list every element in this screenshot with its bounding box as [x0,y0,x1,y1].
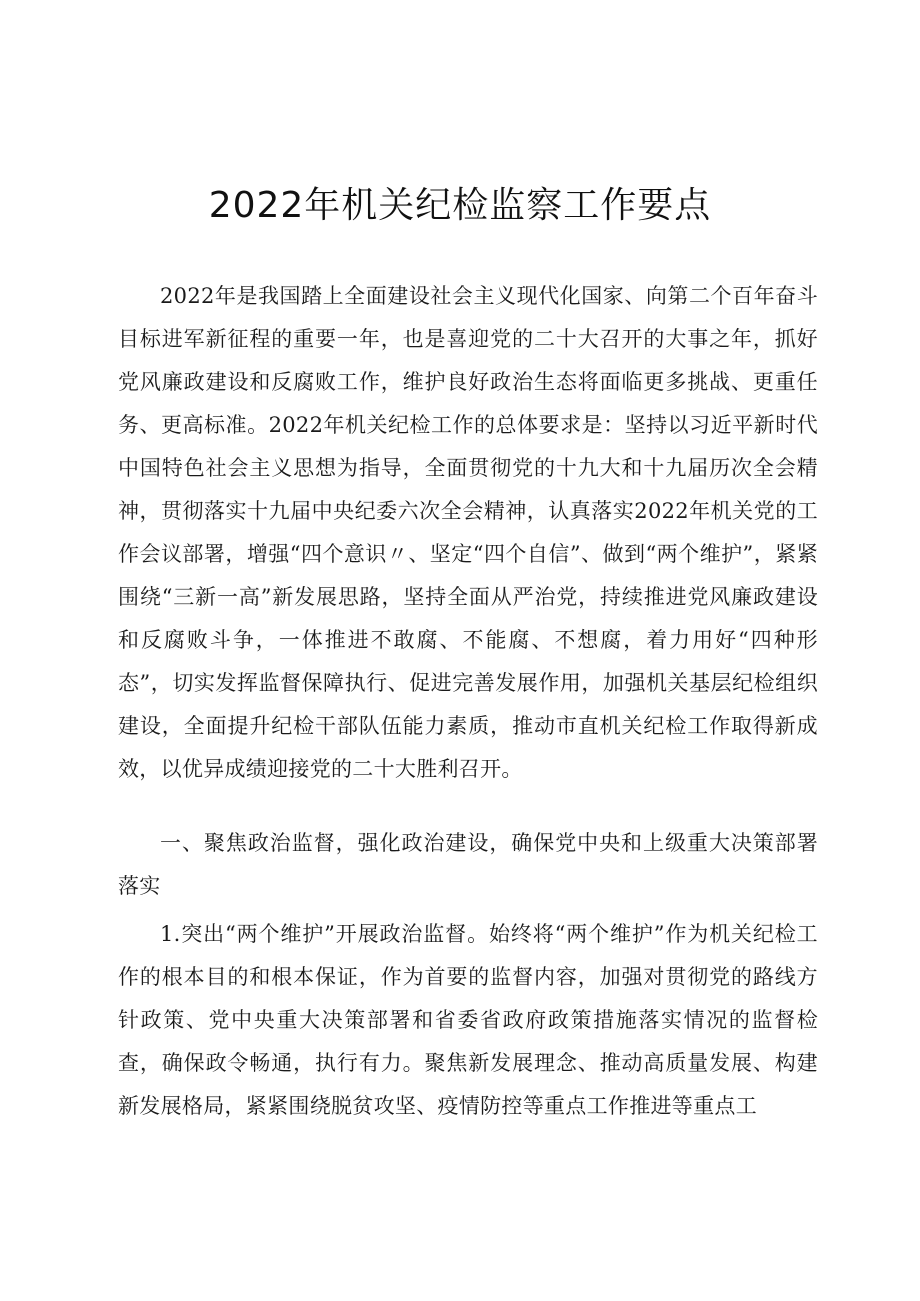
section-item-1: 1.突出“两个维护”开展政治监督。始终将“两个维护”作为机关纪检工作的根本目的和根本保证，作为首要的监督内容，加强对贯彻党的路线方针政策、党中央重大决策部署和省委省政府政策措施落实情况的监督检查，确保政令畅通，执行有力。聚焦新发展理念、推动高质量发展、构建新发展格局，紧紧围绕脱贫攻坚、疫情防控等重点工作推进等重点工 [118,922,818,1118]
document-title: 2022年机关纪检监察工作要点 [208,185,712,226]
section-heading-1: 一、聚焦政治监督，强化政治建设，确保党中央和上级重大决策部署落实 [118,831,818,898]
intro-paragraph: 2022年是我国踏上全面建设社会主义现代化国家、向第二个百年奋斗目标进军新征程的重要一年，也是喜迎党的二十大召开的大事之年，抓好党风廉政建设和反腐败工作，维护良好政治生态将面临更多挑战、更重任务、更高标准。2022年机关纪检工作的总体要求是：坚持以习近平新时代中国特色社会主义思想为指导，全面贯彻党的十九大和十九届历次全会精神，贯彻落实十九届中央纪委六次全会精神，认真落实2022年机关党的工作会议部署，增强“四个意识〃、坚定“四个自信”、做到“两个维护”，紧紧围绕“三新一高”新发展思路，坚持全面从严治党，持续推进党风廉政建设和反腐败斗争，一体推进不敢腐、不能腐、不想腐，着力用好“四种形态”，切实发挥监督保障执行、促进完善发展作用，加强机关基层纪检组织建设，全面提升纪检干部队伍能力素质，推动市直机关纪检工作取得新成效，以优异成绩迎接党的二十大胜利召开。 [118,284,818,781]
